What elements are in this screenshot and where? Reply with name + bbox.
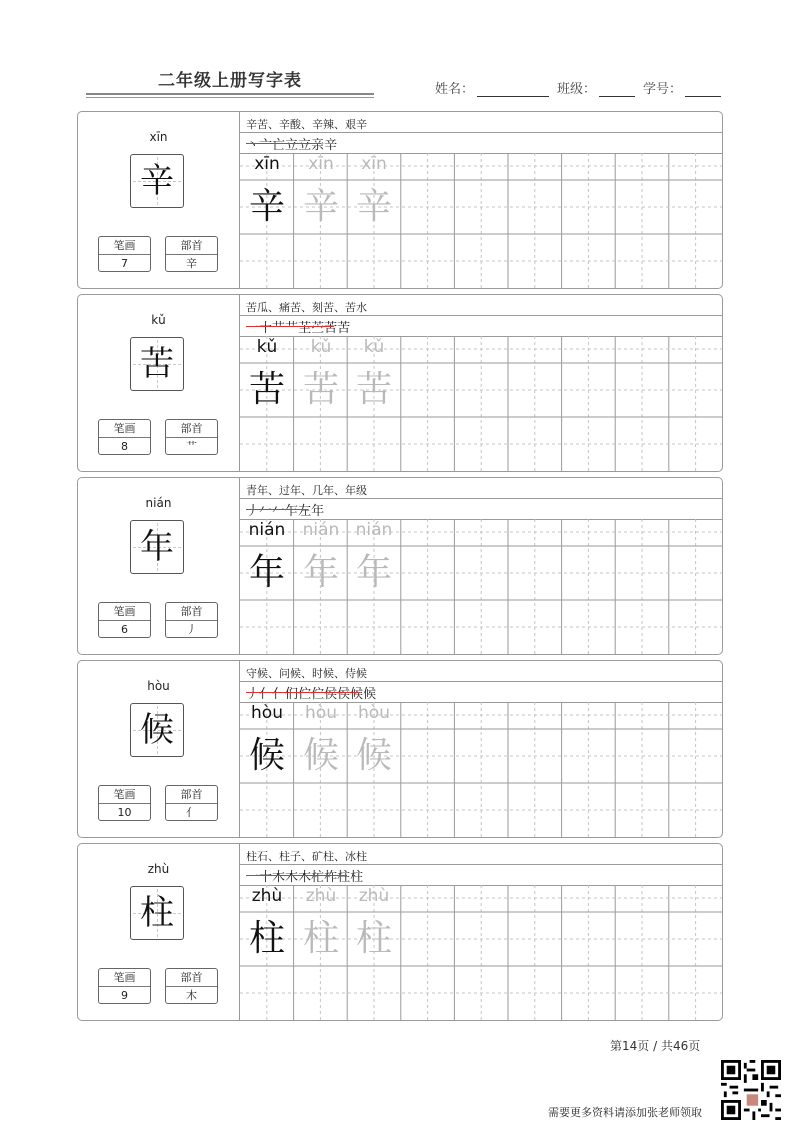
radical-value: 丿	[186, 623, 197, 636]
pinyin-trace: xīn	[308, 154, 334, 174]
pinyin-model: zhù	[251, 886, 283, 906]
pinyin-model: nián	[248, 520, 286, 540]
stroke-step: 柞	[324, 870, 338, 885]
character-card	[77, 111, 723, 289]
radical-label: 部首	[166, 603, 217, 621]
stroke-step: 𠂉	[259, 504, 273, 519]
stroke-count-label: 笔画	[99, 603, 150, 621]
stroke-count-value: 7	[121, 257, 128, 270]
radical-box	[165, 236, 218, 272]
character-trace: 辛	[302, 186, 339, 227]
example-words: 苦瓜、痛苦、刻苦、苦水	[246, 301, 367, 314]
character-model: 苦	[248, 369, 285, 410]
character-trace: 苦	[302, 369, 339, 410]
pinyin-trace: nián	[355, 520, 393, 540]
stroke-step: 丶	[246, 138, 260, 153]
stroke-step: 柱	[337, 870, 351, 885]
stroke-step: 伫	[298, 687, 312, 702]
pinyin-label: xīn	[149, 130, 168, 144]
character-trace: 候	[302, 735, 339, 776]
pinyin-trace: zhù	[305, 886, 337, 906]
radical-value: 艹	[186, 440, 197, 453]
stroke-step: 亡	[272, 138, 286, 153]
name-field[interactable]	[435, 78, 549, 97]
stroke-step: 辛	[324, 138, 338, 153]
character-model: 年	[248, 552, 285, 593]
stroke-order	[246, 500, 324, 519]
radical-label: 部首	[166, 420, 217, 438]
pinyin-trace: zhù	[358, 886, 390, 906]
radical-value: 木	[186, 989, 197, 1002]
pinyin-trace: hòu	[358, 703, 390, 723]
practice-panel	[240, 844, 723, 1020]
pinyin-trace: nián	[302, 520, 340, 540]
class-blank[interactable]	[599, 82, 635, 97]
row-divider	[240, 498, 723, 499]
worksheet-header	[0, 0, 800, 105]
name-blank[interactable]	[477, 82, 549, 97]
pinyin-model: kǔ	[256, 337, 278, 357]
example-words: 守候、问候、时候、侍候	[246, 667, 367, 680]
stroke-count-box	[98, 236, 151, 272]
stroke-step: 左	[298, 504, 312, 519]
stroke-count-box	[98, 785, 151, 821]
stroke-step: 苦	[337, 321, 351, 336]
stroke-step: 亻	[272, 687, 286, 702]
title-underline	[86, 93, 374, 95]
stroke-step: 木	[272, 870, 286, 885]
character-trace: 苦	[355, 369, 392, 410]
pinyin-label: kǔ	[151, 313, 166, 327]
character-box	[130, 154, 184, 208]
stroke-step: 立	[285, 138, 299, 153]
page-number: 第14页 / 共46页	[610, 1039, 701, 1053]
character-model: 候	[248, 735, 285, 776]
stroke-step: 一	[246, 870, 260, 885]
pinyin-trace: kǔ	[310, 337, 332, 357]
practice-panel	[240, 295, 723, 471]
character: 苦	[140, 344, 174, 384]
stroke-step: 立	[298, 138, 312, 153]
character-trace: 辛	[355, 186, 392, 227]
stroke-count-label: 笔画	[99, 237, 150, 255]
stroke-count-value: 6	[121, 623, 128, 636]
example-words: 青年、过年、几年、年级	[246, 484, 367, 497]
title-underline-thin	[86, 97, 374, 98]
qr-code-icon	[721, 1060, 781, 1120]
pinyin-label: hòu	[147, 679, 170, 693]
stroke-step: 木	[285, 870, 299, 885]
stroke-step: 十	[259, 321, 273, 336]
row-divider	[240, 315, 723, 316]
stroke-step: 艹	[272, 321, 286, 336]
stroke-step: 柱	[350, 870, 364, 885]
class-label: 班级：	[557, 82, 597, 97]
radical-label: 部首	[166, 237, 217, 255]
stroke-count-value: 9	[121, 989, 128, 1002]
stroke-step: 乍	[285, 504, 299, 519]
example-words: 辛苦、辛酸、辛辣、艰辛	[246, 118, 367, 131]
row-divider	[240, 681, 723, 682]
stroke-step: 候	[350, 687, 364, 702]
example-words: 柱石、柱子、矿柱、冰柱	[246, 850, 367, 863]
stroke-step: 芏	[298, 321, 312, 336]
stroke-order	[246, 317, 350, 336]
character-trace: 柱	[355, 918, 392, 959]
stroke-step: 一	[246, 321, 260, 336]
stroke-step: 苦	[324, 321, 338, 336]
pinyin-trace: hòu	[305, 703, 337, 723]
student-number-label: 学号：	[643, 82, 683, 97]
stroke-step: 杧	[311, 870, 325, 885]
stroke-step: 艹	[285, 321, 299, 336]
stroke-step: 伫	[311, 687, 325, 702]
character: 辛	[140, 161, 174, 201]
practice-panel	[240, 661, 723, 837]
radical-label: 部首	[166, 786, 217, 804]
character: 年	[140, 527, 174, 567]
radical-box	[165, 785, 218, 821]
stroke-count-value: 10	[117, 806, 132, 819]
stroke-count-box	[98, 419, 151, 455]
character-trace: 柱	[302, 918, 339, 959]
stroke-count-value: 8	[121, 440, 128, 453]
student-number-field[interactable]	[643, 78, 721, 97]
footer-note: 需要更多资料请添加张老师领取	[548, 1106, 702, 1119]
stroke-count-label: 笔画	[99, 420, 150, 438]
character-card	[77, 660, 723, 838]
stroke-step: 苎	[311, 321, 325, 336]
pinyin-label: zhù	[147, 862, 170, 876]
character-card	[77, 477, 723, 655]
stroke-order	[246, 866, 363, 885]
stroke-step: 丿	[246, 687, 260, 702]
character-box	[130, 337, 184, 391]
character: 柱	[140, 893, 174, 933]
radical-box	[165, 419, 218, 455]
row-divider	[240, 864, 723, 865]
stroke-step: 候	[363, 687, 377, 702]
pinyin-model: hòu	[251, 703, 283, 723]
character: 候	[140, 710, 174, 750]
pinyin-trace: xīn	[361, 154, 387, 174]
stroke-step: 们	[285, 687, 299, 702]
pinyin-model: xīn	[254, 154, 280, 174]
radical-value: 亻	[186, 806, 197, 819]
stroke-step: 亠	[259, 138, 273, 153]
row-divider	[240, 132, 723, 133]
stroke-step: 十	[259, 870, 273, 885]
character-info-panel	[78, 844, 240, 1020]
stroke-step: 侯	[337, 687, 351, 702]
character-trace: 年	[355, 552, 392, 593]
character-card	[77, 294, 723, 472]
stroke-step: 丿	[246, 504, 260, 519]
character-box	[130, 886, 184, 940]
stroke-order	[246, 683, 376, 702]
stroke-step: 亻	[259, 687, 273, 702]
character-trace: 年	[302, 552, 339, 593]
character-info-panel	[78, 661, 240, 837]
practice-panel	[240, 112, 723, 288]
character-trace: 候	[355, 735, 392, 776]
practice-panel	[240, 478, 723, 654]
character-box	[130, 703, 184, 757]
worksheet-title: 二年级上册写字表	[158, 71, 302, 91]
character-model: 柱	[248, 918, 285, 959]
character-info-panel	[78, 112, 240, 288]
stroke-step: 侯	[324, 687, 338, 702]
stroke-count-label: 笔画	[99, 786, 150, 804]
character-model: 辛	[248, 186, 285, 227]
stroke-count-box	[98, 968, 151, 1004]
radical-label: 部首	[166, 969, 217, 987]
stroke-step: 𠂉	[272, 504, 286, 519]
stroke-count-label: 笔画	[99, 969, 150, 987]
pinyin-trace: kǔ	[363, 337, 385, 357]
pinyin-label: nián	[145, 496, 172, 510]
radical-box	[165, 602, 218, 638]
stroke-step: 年	[311, 504, 325, 519]
radical-box	[165, 968, 218, 1004]
character-card	[77, 843, 723, 1021]
student-number-blank[interactable]	[685, 82, 721, 97]
name-label: 姓名：	[435, 82, 475, 97]
stroke-order	[246, 134, 337, 153]
radical-value: 辛	[186, 257, 197, 270]
stroke-step: 木	[298, 870, 312, 885]
class-field[interactable]	[557, 78, 635, 97]
character-box	[130, 520, 184, 574]
stroke-count-box	[98, 602, 151, 638]
character-info-panel	[78, 478, 240, 654]
stroke-step: 亲	[311, 138, 325, 153]
character-info-panel	[78, 295, 240, 471]
